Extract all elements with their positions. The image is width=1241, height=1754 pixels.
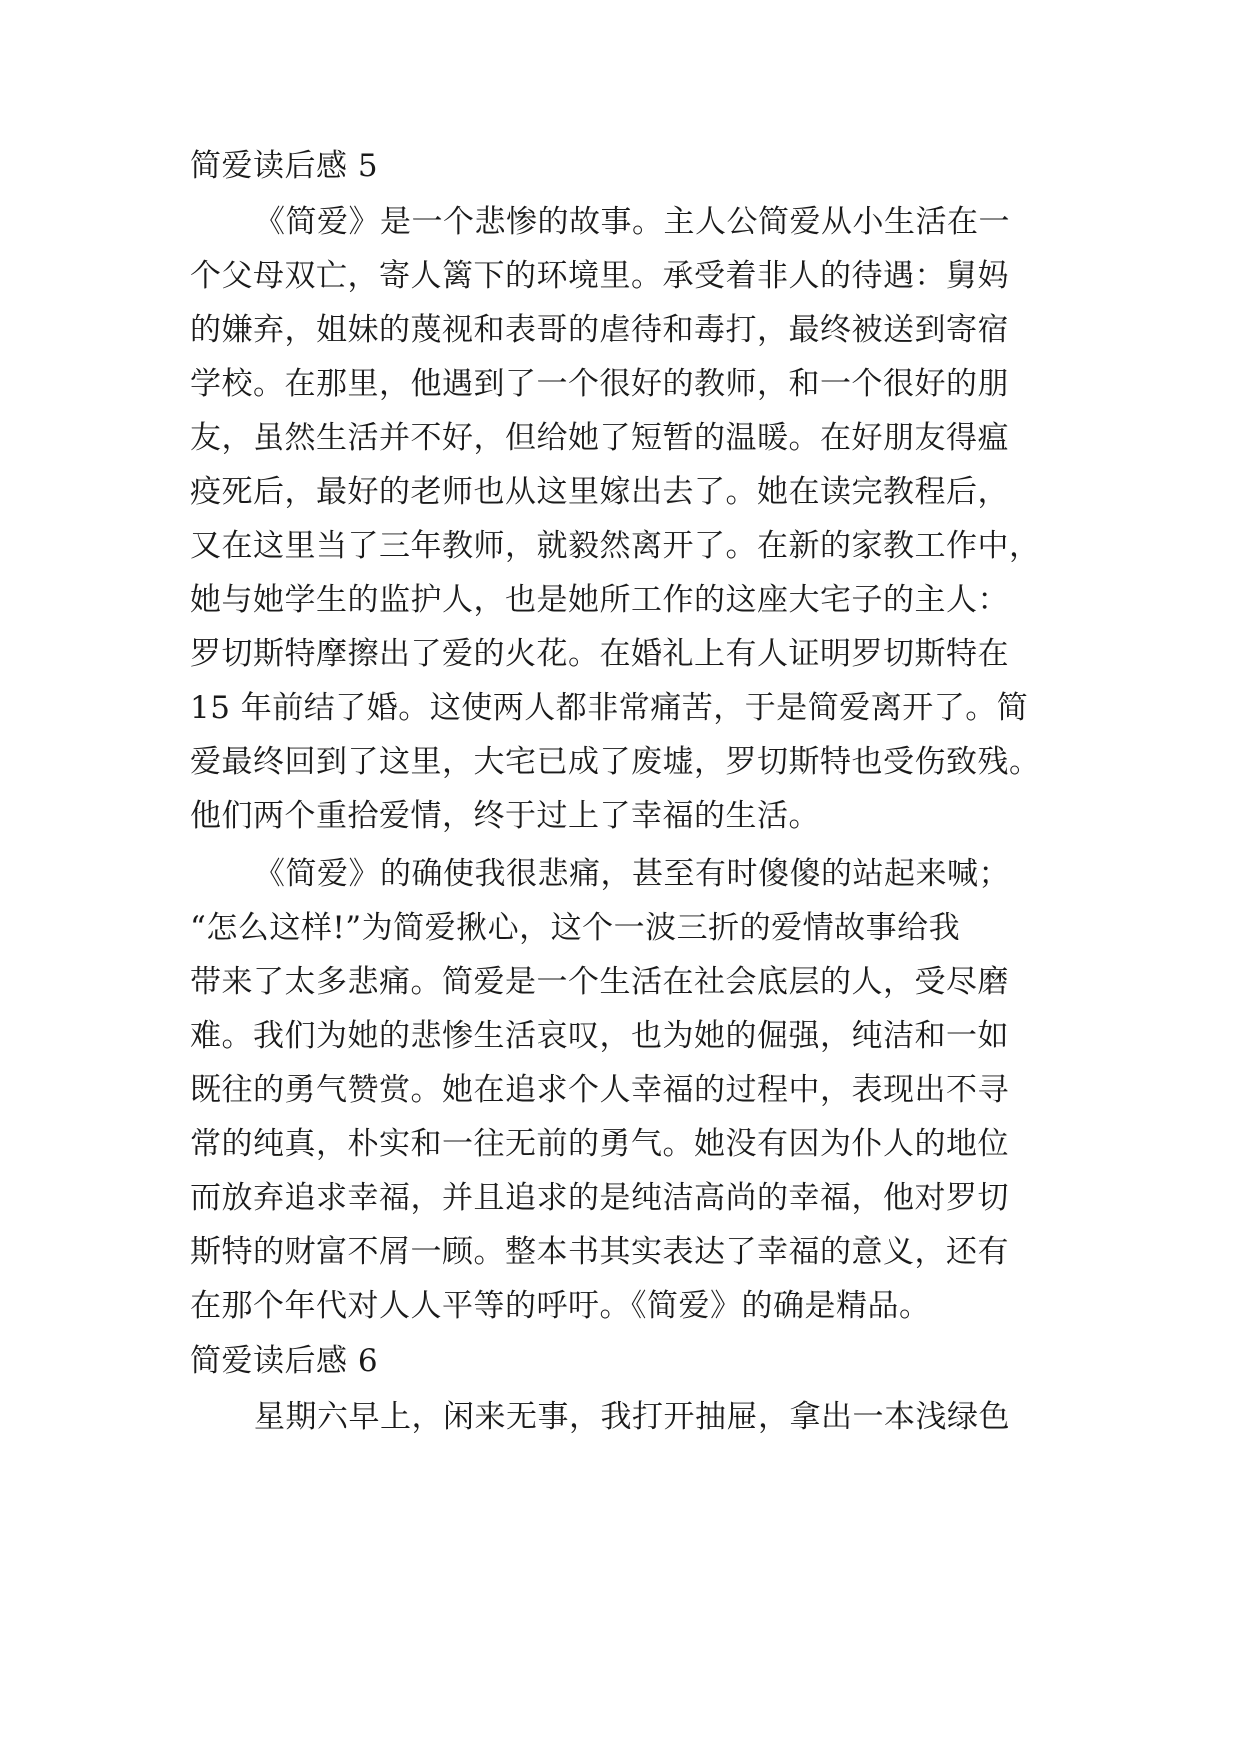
section-heading: 简爱读后感 6 — [190, 1343, 379, 1379]
paragraph-line: 带来了太多悲痛。简爱是一个生活在社会底层的人，受尽磨 — [190, 964, 1009, 1000]
paragraph-line: 学校。在那里，他遇到了一个很好的教师，和一个很好的朋 — [190, 366, 1009, 402]
paragraph-line: 而放弃追求幸福，并且追求的是纯洁高尚的幸福，他对罗切 — [190, 1180, 1009, 1216]
paragraph-line: 他们两个重拾爱情，终于过上了幸福的生活。 — [190, 798, 820, 834]
paragraph-line: 友，虽然生活并不好，但给她了短暂的温暖。在好朋友得瘟 — [190, 420, 1009, 456]
paragraph-line: 常的纯真，朴实和一往无前的勇气。她没有因为仆人的地位 — [190, 1126, 1009, 1162]
paragraph-line: 15 年前结了婚。这使两人都非常痛苦，于是简爱离开了。简 — [190, 690, 1029, 726]
paragraph-line: 罗切斯特摩擦出了爱的火花。在婚礼上有人证明罗切斯特在 — [190, 636, 1009, 672]
paragraph-line: 个父母双亡，寄人篱下的环境里。承受着非人的待遇：舅妈 — [190, 258, 1009, 294]
paragraph-line: 的嫌弃，姐妹的蔑视和表哥的虐待和毒打，最终被送到寄宿 — [190, 312, 1009, 348]
paragraph-line: 又在这里当了三年教师，就毅然离开了。在新的家教工作中， — [190, 528, 1041, 564]
paragraph-line: 既往的勇气赞赏。她在追求个人幸福的过程中，表现出不寻 — [190, 1072, 1009, 1108]
paragraph-line: 斯特的财富不屑一顾。整本书其实表达了幸福的意义，还有 — [190, 1234, 1009, 1270]
paragraph-line: 爱最终回到了这里，大宅已成了废墟，罗切斯特也受伤致残。 — [190, 744, 1041, 780]
paragraph-line: 《简爱》的确使我很悲痛，甚至有时傻傻的站起来喊； — [254, 856, 1010, 892]
paragraph-line: 她与她学生的监护人，也是她所工作的这座大宅子的主人： — [190, 582, 1009, 618]
section-heading: 简爱读后感 5 — [190, 148, 379, 184]
paragraph-line: 在那个年代对人人平等的呼吁。《简爱》的确是精品。 — [190, 1288, 931, 1324]
paragraph-line: 《简爱》是一个悲惨的故事。主人公简爱从小生活在一 — [254, 204, 1010, 240]
paragraph-line: 星期六早上，闲来无事，我打开抽屉，拿出一本浅绿色 — [254, 1399, 1010, 1435]
paragraph-line: “怎么这样!”为简爱揪心，这个一波三折的爱情故事给我 — [190, 910, 961, 946]
paragraph-line: 疫死后，最好的老师也从这里嫁出去了。她在读完教程后， — [190, 474, 1009, 510]
paragraph-line: 难。我们为她的悲惨生活哀叹，也为她的倔强，纯洁和一如 — [190, 1018, 1009, 1054]
